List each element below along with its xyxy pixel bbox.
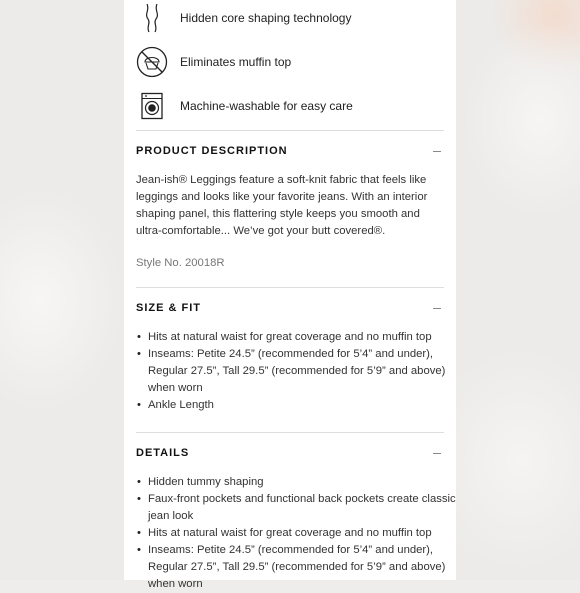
list-item: • Inseams: Petite 24.5” (recommended for 5’4” and under), Regular 27.5”, Tall 29.5” (recommended for 5’9” and above) when worn	[148, 346, 456, 397]
product-info-panel	[124, 0, 456, 590]
collapse-icon[interactable]	[430, 302, 444, 314]
body-silhouette-icon	[136, 2, 168, 34]
list-item: • Ankle Length	[148, 397, 456, 414]
section-title: SIZE & FIT	[136, 302, 201, 314]
feature-label: Hidden core shaping technology	[180, 11, 352, 25]
size-fit-list	[136, 329, 456, 414]
product-description-header[interactable]	[136, 145, 444, 157]
feature-row	[136, 2, 352, 34]
style-number: Style No. 20018R	[136, 257, 225, 269]
size-fit-header[interactable]	[136, 302, 444, 314]
product-description-text: Jean-ish® Leggings feature a soft-knit fabric that feels like leggings and looks like your favorite jeans. With an interior shaping panel, this flattering style keeps you smooth and ultra-comfortable... We’ve got your butt covered®.	[136, 174, 428, 237]
divider	[136, 287, 444, 288]
list-item: • Hidden tummy shaping	[148, 474, 456, 491]
feature-label: Machine-washable for easy care	[180, 99, 353, 113]
washing-machine-icon	[136, 90, 168, 122]
section-title: DETAILS	[136, 447, 190, 459]
list-item: • Hits at natural waist for great coverage and no muffin top	[148, 329, 456, 346]
no-muffin-top-icon	[136, 46, 168, 78]
list-item: • Inseams: Petite 24.5” (recommended for 5’4” and under), Regular 27.5”, Tall 29.5” (recommended for 5’9” and above) when worn	[148, 542, 456, 593]
divider	[136, 432, 444, 433]
list-item: • Hits at natural waist for great coverage and no muffin top	[148, 525, 456, 542]
details-header[interactable]	[136, 447, 444, 459]
collapse-icon[interactable]	[430, 145, 444, 157]
feature-row	[136, 46, 292, 78]
divider	[136, 130, 444, 131]
feature-row	[136, 90, 353, 122]
details-list	[136, 474, 456, 593]
section-title: PRODUCT DESCRIPTION	[136, 145, 288, 157]
collapse-icon[interactable]	[430, 447, 444, 459]
list-item: • Faux-front pockets and functional back pockets create classic jean look	[148, 491, 456, 525]
feature-label: Eliminates muffin top	[180, 55, 292, 69]
